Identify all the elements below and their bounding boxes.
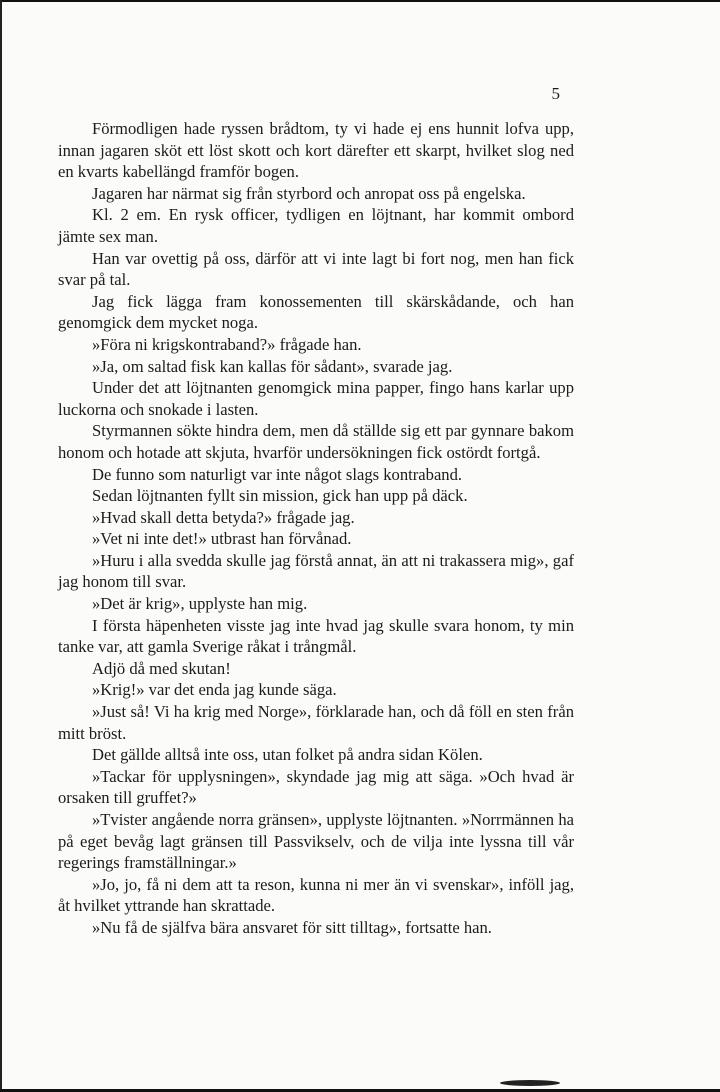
- paragraph: »Krig!» var det enda jag kunde säga.: [92, 680, 337, 700]
- paragraph: »Tackar för upplysningen», skyndade jag mig att säga. »Och hvad är orsaken till gruffet?»: [58, 766, 574, 808]
- paragraph: »Det är krig», upplyste han mig.: [92, 594, 308, 614]
- scan-edge-top: [0, 0, 720, 2]
- paragraph: Under det att löjtnanten genomgick mina papper, fingo hans karlar upp luckorna och snokade i lasten.: [58, 378, 574, 419]
- paragraph: Adjö då med skutan!: [92, 658, 231, 678]
- scan-edge-left: [0, 0, 2, 1092]
- paragraph: »Vet ni inte det!» utbrast han förvånad.: [92, 529, 352, 549]
- paragraph: »Föra ni krigskontraband?» frågade han.: [92, 334, 362, 354]
- paragraph: Styrmannen sökte hindra dem, men då ställde sig ett par gynnare bakom honom och hotade att skjuta, hvarför undersökningen fick ostördt fortgå.: [58, 421, 574, 462]
- paragraph: »Just så! Vi ha krig med Norge», förklarade han, och då föll en sten från mitt bröst.: [58, 702, 574, 743]
- paragraph: Kl. 2 em. En rysk officer, tydligen en löjtnant, har kommit ombord jämte sex man.: [58, 205, 574, 246]
- body-text: [58, 118, 574, 939]
- paragraph: Förmodligen hade ryssen brådtom, ty vi hade ej ens hunnit lofva upp, innan jagaren sköt ett löst skott och kort därefter ett skarpt, hvilket slog ned en kvarts kabellängd framför bogen.: [58, 119, 574, 182]
- paragraph: De funno som naturligt var inte något slags kontraband.: [92, 464, 463, 484]
- paragraph: Han var ovettig på oss, därför att vi inte lagt bi fort nog, men han fick svar på tal.: [58, 248, 574, 290]
- paragraph: »Tvister angående norra gränsen», upplyste löjtnanten. »Norrmännen ha på eget bevåg lagt gränsen till Passvikselv, och de vilja inte lyssna till vår regerings framställningar.»: [58, 810, 574, 873]
- paragraph: »Ja, om saltad fisk kan kallas för sådant», svarade jag.: [92, 356, 453, 376]
- paragraph: Sedan löjtnanten fyllt sin mission, gick han upp på däck.: [92, 486, 468, 506]
- paragraph: I första häpenheten visste jag inte hvad jag skulle svara honom, ty min tanke var, att gamla Sverige råkat i trångmål.: [58, 615, 574, 657]
- paragraph: Jag fick lägga fram konossementen till skärskådande, och han genomgick dem mycket noga.: [58, 291, 574, 333]
- paragraph: »Hvad skall detta betyda?» frågade jag.: [92, 507, 355, 527]
- paragraph: »Jo, jo, få ni dem att ta reson, kunna ni mer än vi svenskar», inföll jag, åt hvilket yttrande han skrattade.: [58, 874, 574, 916]
- scan-smudge: [500, 1080, 560, 1086]
- paragraph: »Nu få de själfva bära ansvaret för sitt tilltag», fortsatte han.: [92, 917, 492, 937]
- paragraph: Jagaren har närmat sig från styrbord och anropat oss på engelska.: [92, 183, 526, 203]
- page-number: 5: [551, 84, 560, 103]
- paragraph: »Huru i alla svedda skulle jag förstå annat, än att ni trakassera mig», gaf jag honom till svar.: [58, 550, 574, 592]
- paragraph: Det gällde alltså inte oss, utan folket på andra sidan Kölen.: [92, 745, 483, 765]
